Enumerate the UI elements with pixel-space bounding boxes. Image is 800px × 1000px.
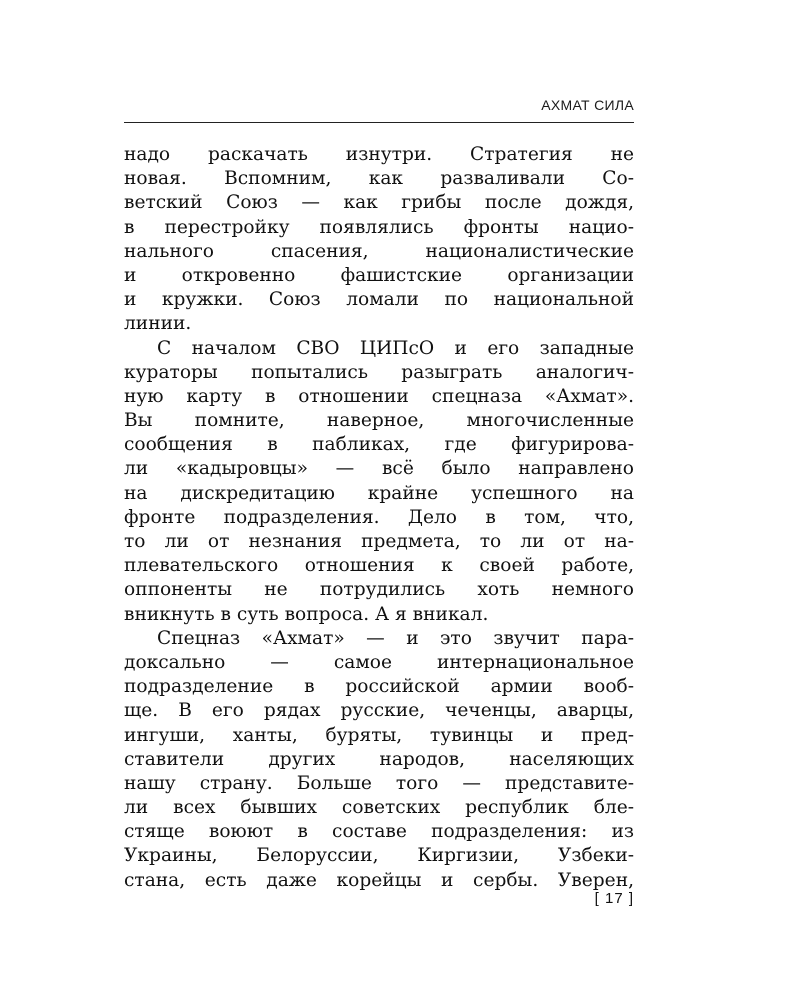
text-line-paragraph-start: Спецназ «Ахмат» — и это звучит пара- xyxy=(157,627,634,649)
text-line: новая. Вспомним, как разваливали Со- xyxy=(124,168,634,190)
text-line: и откровенно фашистские организации xyxy=(124,264,634,286)
text-line: ставители других народов, населяющих xyxy=(124,748,634,770)
running-head: АХМАТ СИЛА xyxy=(541,97,634,113)
text-line: ли всех бывших советских республик бле- xyxy=(124,797,634,819)
text-line: надо раскачать изнутри. Стратегия не xyxy=(124,144,634,165)
text-line-paragraph-start: С началом СВО ЦИПсО и его западные xyxy=(157,337,634,359)
text-line: ную карту в отношении спецназа «Ахмат». xyxy=(124,385,634,407)
text-line: подразделение в российской армии вооб- xyxy=(124,676,634,698)
text-line: Вы помните, наверное, многочисленные xyxy=(124,410,634,432)
text-line: оппоненты не потрудились хоть немного xyxy=(124,579,634,601)
text-line: ще. В его рядах русские, чеченцы, аварцы, xyxy=(124,700,634,722)
text-line: нального спасения, националистические xyxy=(124,240,634,262)
text-line: фронте подразделения. Дело в том, что, xyxy=(124,506,634,528)
body-text xyxy=(124,143,634,893)
text-line: Украины, Белоруссии, Киргизии, Узбеки- xyxy=(124,845,634,867)
text-line: ветский Союз — как грибы после дождя, xyxy=(124,192,634,214)
text-line: стана, есть даже корейцы и сербы. Уверен, xyxy=(124,869,634,891)
text-line: линии. xyxy=(124,313,192,335)
text-line: то ли от незнания предмета, то ли от на- xyxy=(124,531,634,552)
text-line: и кружки. Союз ломали по национальной xyxy=(124,289,634,311)
header-rule xyxy=(124,122,634,123)
text-line: на дискредитацию крайне успешного на xyxy=(124,482,634,504)
text-line: доксально — самое интернациональное xyxy=(124,651,634,673)
text-line: кураторы попытались разыграть аналогич- xyxy=(124,361,634,383)
text-line: ингуши, ханты, буряты, тувинцы и пред- xyxy=(124,724,634,746)
text-line: в перестройку появлялись фронты нацио- xyxy=(124,216,634,238)
text-line: вникнуть в суть вопроса. А я вникал. xyxy=(124,603,489,625)
text-line: нашу страну. Больше того — представите- xyxy=(124,772,634,794)
text-line: плевательского отношения к своей работе, xyxy=(124,555,634,577)
text-line: ли «кадыровцы» — всё было направлено xyxy=(124,458,634,480)
page-number: [ 17 ] xyxy=(594,890,634,907)
text-line: сообщения в пабликах, где фигурирова- xyxy=(124,434,634,456)
text-line: стяще воюют в составе подразделения: из xyxy=(124,821,634,843)
